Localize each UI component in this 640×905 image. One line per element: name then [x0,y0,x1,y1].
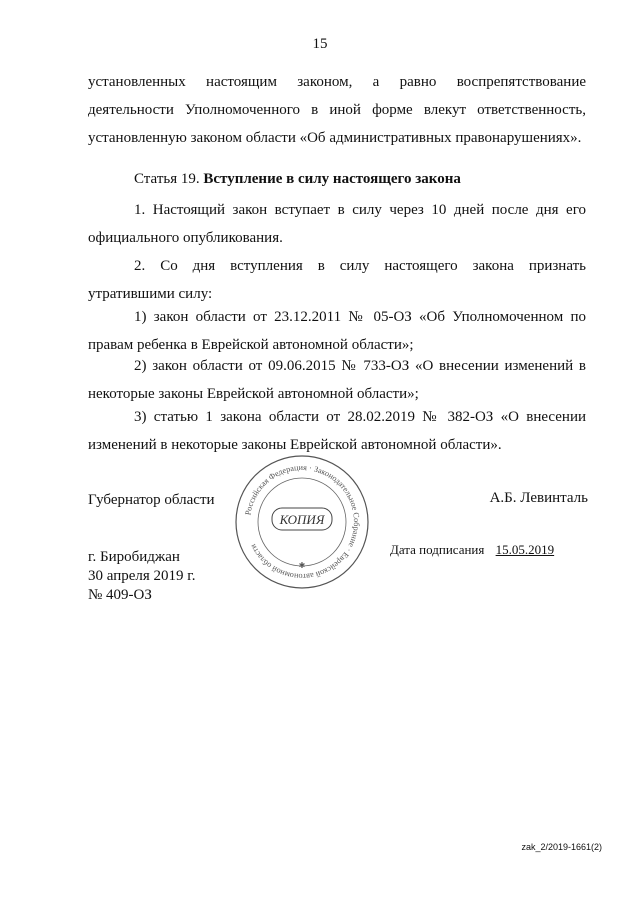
signing-date-label: Дата подписания [390,542,485,557]
list-item: 2) закон области от 09.06.2015 № 733-ОЗ «О внесении изменений в некоторые законы Еврейской автономной области»; [88,358,586,402]
list-item: 3) статью 1 закона области от 28.02.2019 № 382-ОЗ «О внесении изменений в некоторые законы Еврейской автономной области». [88,409,586,453]
stamp-center-text: КОПИЯ [279,512,325,527]
signatory-name: А.Б. Левинталь [489,490,588,506]
place-date-block [88,548,196,605]
page-number: 15 [312,36,328,52]
signing-date [390,542,554,558]
official-seal-stamp [232,452,372,592]
city-text: г. Биробиджан [88,549,180,565]
article-heading [134,171,461,188]
article-paragraph-1: 1. Настоящий закон вступает в силу через 10 дней после дня его официального опубликования. [88,202,586,246]
article-paragraph-2: 2. Со дня вступления в силу настоящего закона признать утратившими силу: [88,258,586,302]
list-item: 1) закон области от 23.12.2011 № 05-ОЗ «Об Уполномоченном по правам ребенка в Еврейской автономной области»; [88,309,586,353]
law-number-text: № 409-ОЗ [88,587,152,603]
signing-date-value: 15.05.2019 [495,542,555,557]
document-code: zak_2/2019-1661(2) [521,842,602,852]
article-prefix: Статья 19. [134,171,200,187]
signatory-position: Губернатор области [88,492,215,508]
law-date-text: 30 апреля 2019 г. [88,568,196,584]
svg-text:✱: ✱ [298,561,306,570]
intro-paragraph: установленных настоящим законом, а равно воспрепятствование деятельности Уполномоченного в иной форме влекут ответственность, установленную законом области «Об административных правонарушениях». [88,74,586,146]
stamp-ring-text: Российская Федерация · Законодательное Собрание · Еврейской автономной области [243,462,362,582]
article-title: Вступление в силу настоящего закона [203,171,461,187]
